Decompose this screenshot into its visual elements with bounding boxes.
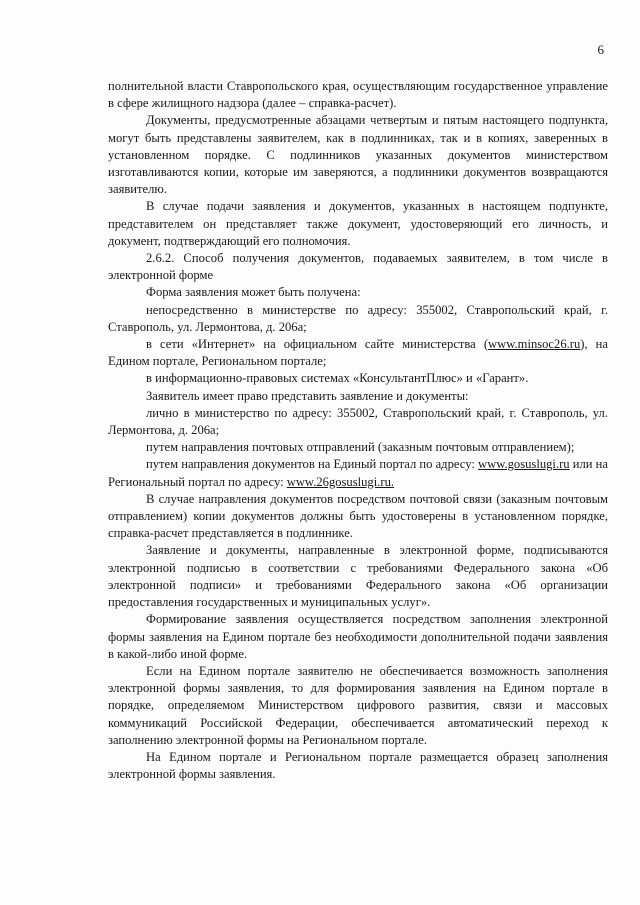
text-span: в сети «Интернет» на официальном сайте министерства (	[146, 337, 489, 352]
page-number: 6	[597, 42, 604, 57]
paragraph: На Едином портале и Региональном портале размещается образец заполнения электронной формы заявления.	[108, 749, 608, 782]
text-span: или на Региональный портал по адресу:	[108, 457, 608, 489]
section-heading: 2.6.2. Способ получения документов, подаваемых заявителем, в том числе в электронной форме	[108, 251, 608, 283]
paragraph: Формирование заявления осуществляется посредством заполнения электронной формы заявления на Едином портале без необходимости дополнительной подачи заявления в какой-либо иной форме.	[108, 612, 608, 661]
document-body	[108, 78, 608, 783]
paragraph: В случае направления документов посредством почтовой связи (заказным почтовым отправлением) копии документов должны быть удостоверены в установленном порядке, справка-расчет представляется в подлиннике.	[108, 491, 608, 541]
paragraph-website	[108, 336, 608, 370]
gosuslugi-link[interactable]: www.gosuslugi.ru	[478, 457, 570, 472]
paragraph: Заявление и документы, направленные в электронной форме, подписываются электронной подписью в соответствии с требованиями Федерального закона «Об электронной подписи» и требованиями Федерального закона «Об организации предоставления государственных и муниципальных услуг».	[108, 543, 608, 610]
paragraph-portals	[108, 456, 608, 490]
text-span: ), на Едином портале, Региональном портале;	[108, 337, 608, 369]
paragraph: лично в министерство по адресу: 355002, Ставропольский край, г. Ставрополь, ул. Лермонтова, д. 206а;	[108, 405, 608, 438]
text-span: путем направления документов на Единый портал по адресу:	[146, 457, 479, 472]
paragraph: Заявитель имеет право представить заявление и документы:	[146, 388, 469, 403]
paragraph: Документы, предусмотренные абзацами четвертым и пятым настоящего подпункта, могут быть представлены заявителем, как в подлинниках, так и в копиях, заверенных в установленном порядке. С подлинников указанных документов министерством изготавливаются копии, которые им заверяются, а подлинники документов возвращаются заявителю.	[108, 113, 608, 197]
minsoc-link[interactable]: www.minsoc26.ru	[488, 337, 581, 352]
paragraph: полнительной власти Ставропольского края, осуществляющим государственное управление в сфере жилищного надзора (далее – справка-расчет).	[108, 79, 608, 111]
paragraph: путем направления почтовых отправлений (заказным почтовым отправлением);	[146, 440, 575, 455]
paragraph: непосредственно в министерстве по адресу: 355002, Ставропольский край, г. Ставрополь, ул. Лермонтова, д. 206а;	[108, 302, 608, 334]
paragraph: Форма заявления может быть получена:	[146, 285, 361, 300]
paragraph: В случае подачи заявления и документов, указанных в настоящем подпункте, представителем он представляет также документ, удостоверяющий его личность, и документ, подтверждающий его полномочия.	[108, 199, 608, 248]
regional-gosuslugi-link[interactable]: www.26gosuslugi.ru.	[286, 474, 395, 489]
paragraph: Если на Едином портале заявителю не обеспечивается возможность заполнения электронной формы заявления, то для формирования заявления на Едином портале в порядке, определяемом Министерством цифрового развития, связи и массовых коммуникаций Российской Федерации, обеспечивается автоматический переход к заполнению электронной формы на Региональном портале.	[108, 663, 608, 747]
paragraph: в информационно-правовых системах «КонсультантПлюс» и «Гарант».	[146, 371, 529, 386]
